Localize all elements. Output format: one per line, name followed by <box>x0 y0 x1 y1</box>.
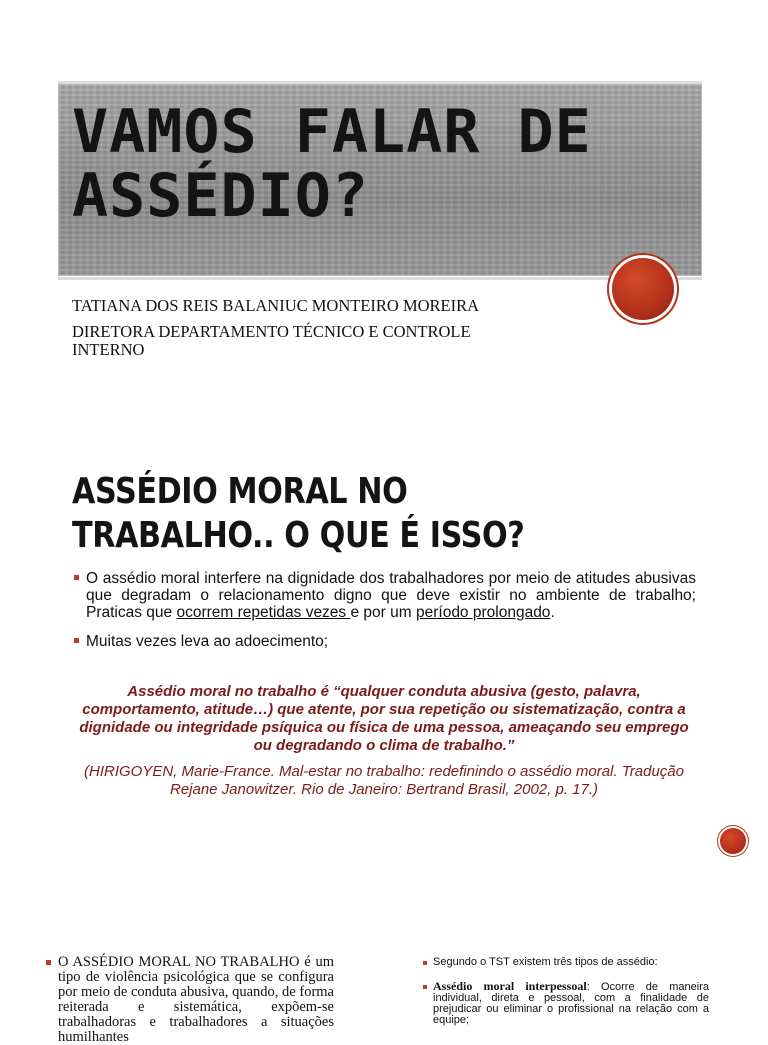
slide1-title-line-1: VAMOS FALAR DE <box>72 97 592 167</box>
list-item <box>72 570 696 621</box>
banner-bottom-rule <box>58 277 702 280</box>
author-block <box>72 297 512 367</box>
citation: (HIRIGOYEN, Marie-France. Mal-estar no trabalho: redefinindo o assédio moral. Tradução Rejane Janowitzer. Rio de Janeiro: Bertrand Brasil, 2002, p. 17.) <box>84 763 684 798</box>
list-item <box>421 957 709 968</box>
square-bullet-icon <box>46 960 51 965</box>
author-role: DIRETORA DEPARTAMENTO TÉCNICO E CONTROLE INTERNO <box>72 322 471 359</box>
slide2-bullet-list <box>72 570 696 662</box>
red-circle-ornament-small <box>720 828 746 854</box>
list-item <box>44 955 334 1045</box>
bullet1-underline-a: ocorrem repetidas vezes <box>176 604 351 621</box>
bullet1-text-b: e por um <box>350 604 416 621</box>
slide3-right-text-2: : Ocorre de maneira individual, direta e pessoal, com a finalidade de prejudicar ou eliminar o profissional na relação com a equipe; <box>433 981 709 1026</box>
bullet1-underline-b: período prolongado <box>415 604 551 621</box>
square-bullet-icon <box>74 638 79 643</box>
definition-quote: Assédio moral no trabalho é “qualquer conduta abusiva (gesto, palavra, comportamento, atitude…) que atente, por sua repetição ou sistematização, contra a dignidade ou integridade psíquica ou física de uma pessoa, ameaçando seu emprego ou degradando o clima de trabalho.” <box>79 683 689 754</box>
bullet1-text-c: . <box>550 604 555 621</box>
red-circle-ornament <box>612 258 674 320</box>
slide2-title: ASSÉDIO MORAL NO TRABALHO.. O QUE É ISSO? <box>72 471 525 556</box>
square-bullet-icon <box>74 575 79 580</box>
square-bullet-icon <box>423 961 427 965</box>
list-item <box>72 633 696 650</box>
bullet1-text-a: O assédio moral interfere na dignidade dos trabalhadores por meio de atitudes abusivas que degradam o relacionamento digno que deve existir no ambiente de trabalho; Praticas que <box>86 570 696 621</box>
slide3-right-bold: Assédio moral interpessoal <box>433 979 587 993</box>
slide1-title-line-2: ASSÉDIO? <box>72 161 369 231</box>
slide3-right-list <box>421 957 709 1039</box>
slide3-left-list <box>44 955 334 1045</box>
slide1-title <box>72 97 592 231</box>
author-name: TATIANA DOS REIS BALANIUC MONTEIRO MOREIRA <box>72 296 480 315</box>
square-bullet-icon <box>423 985 427 989</box>
bullet2-text: Muitas vezes leva ao adoecimento; <box>86 633 329 650</box>
list-item <box>421 981 709 1026</box>
slide3-right-text-1: Segundo o TST existem três tipos de assédio: <box>433 956 658 968</box>
slide3-left-text: O ASSÉDIO MORAL NO TRABALHO é um tipo de violência psicológica que se configura por meio de conduta abusiva, quando, de forma reiterada e sistemática, expõem-se trabalhadoras e trabalhadores a situações humilhantes <box>58 954 334 1045</box>
